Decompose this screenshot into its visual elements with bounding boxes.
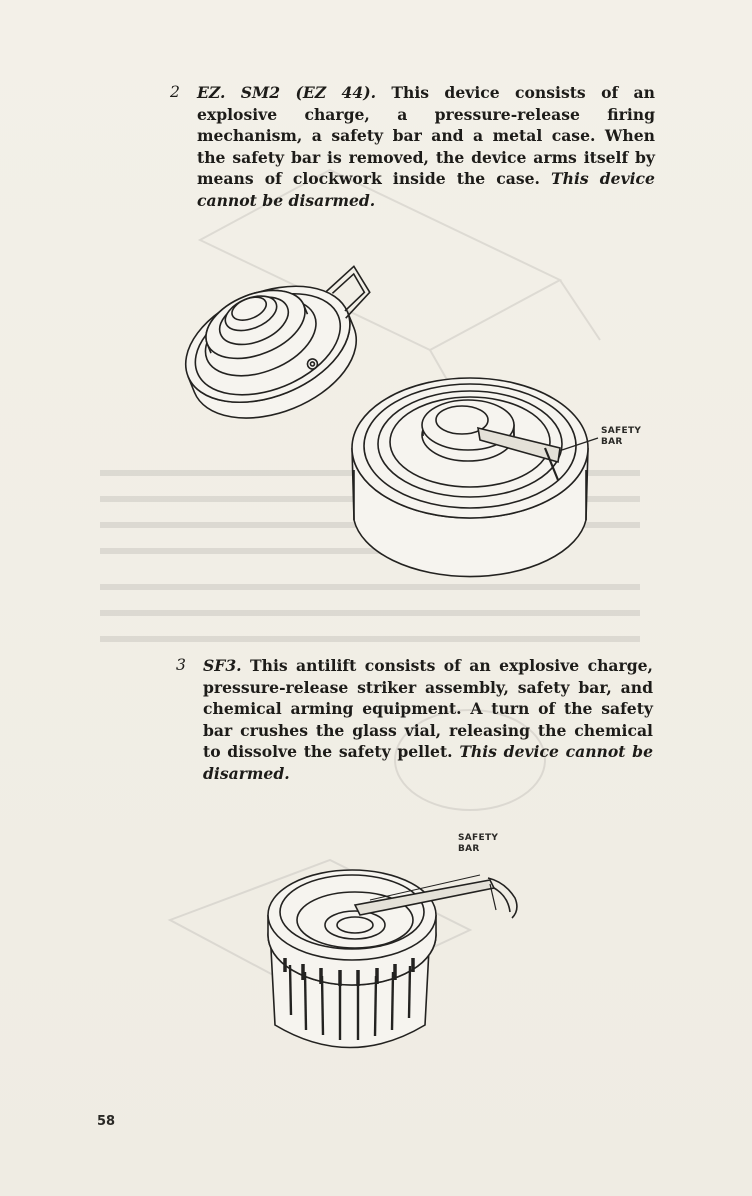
item-3-body: This antilift consists of an explosive charge, pressure-release striker assembly, safety bar, and chemical arming equipment. A turn of the safety bar crushes the glass vial, releasing the chemical to dissolve the safety pellet. [203,656,653,761]
safety-bar-label-1-line1: SAFETY [601,426,642,436]
item-2-body: This device consists of an explosive charge, a pressure-release firing mechanism, a safety bar and a metal case. When the safety bar is removed, the device arms itself by means of clockwork inside the case. [197,83,655,188]
item-3-title: SF3. [203,656,242,675]
item-2-warning: This device cannot be disarmed. [197,169,655,210]
safety-bar-label-2-line1: SAFETY [458,833,499,843]
page-number: 58 [97,1114,116,1129]
item-3-warning: This device cannot be disarmed. [203,742,654,783]
safety-bar-label-2-line2: BAR [458,843,480,854]
item-3-number: 3 [176,656,186,674]
item-2-title: EZ. SM2 (EZ 44). [197,83,377,102]
item-2-number: 2 [170,83,180,101]
safety-bar-label-2 [458,833,518,854]
safety-bar-label-1-line2: BAR [601,436,623,447]
